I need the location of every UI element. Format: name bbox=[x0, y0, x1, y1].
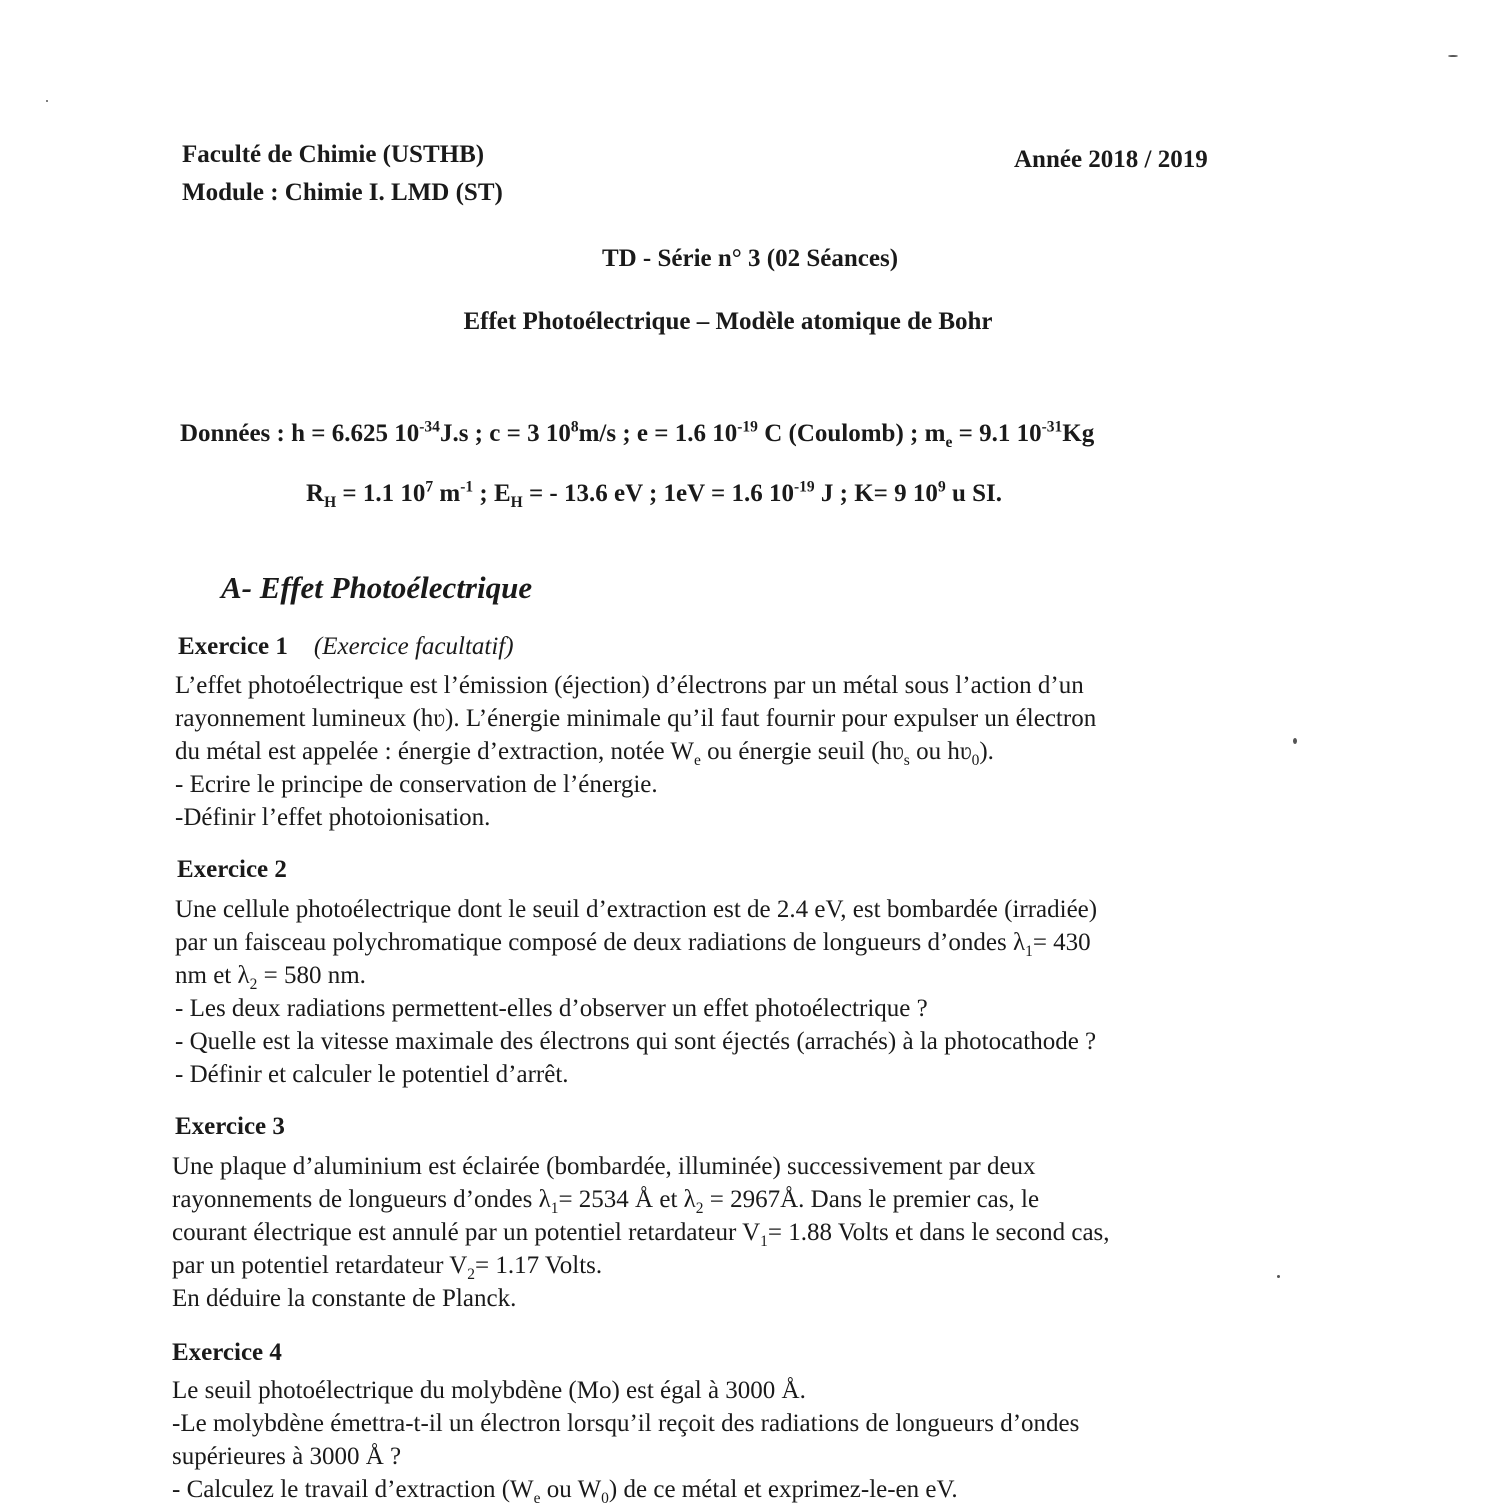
exercise-4-question: -Le molybdène émettra-t-il un électron lorsqu’il reçoit des radiations de longueurs d’ondes bbox=[172, 1410, 1080, 1437]
text-run: ) de ce métal et exprimez-le-en eV. bbox=[608, 1476, 958, 1503]
electron-mass: = 9.1 10 bbox=[952, 420, 1042, 447]
hydrogen-energy-value: = - 13.6 eV ; 1eV = 1.6 10 bbox=[522, 480, 794, 507]
subscript: e bbox=[945, 434, 953, 451]
exercise-4-text bbox=[172, 1374, 1079, 1506]
exercise-3-title: Exercice 3 bbox=[175, 1113, 285, 1140]
exercise-2-text bbox=[175, 893, 1097, 1091]
elementary-charge: m/s ; e = 1.6 10 bbox=[578, 420, 738, 447]
speed-of-light: J.s ; c = 3 10 bbox=[439, 420, 571, 447]
subscript: H bbox=[324, 494, 337, 511]
text-run: = 580 nm. bbox=[257, 962, 366, 989]
subscript: 2 bbox=[695, 1200, 704, 1217]
exercise-3-line bbox=[172, 1216, 1110, 1249]
exercise-3-question: En déduire la constante de Planck. bbox=[172, 1285, 517, 1312]
exercise-1-title bbox=[178, 633, 514, 661]
subscript: 2 bbox=[249, 976, 258, 993]
subscript: e bbox=[694, 752, 701, 769]
text-run: = 1.88 Volts et dans le second cas, bbox=[767, 1219, 1110, 1246]
exercise-1-line: rayonnement lumineux (hʋ). L’énergie minimale qu’il faut fournir pour expulser un électron bbox=[175, 705, 1097, 732]
subscript: 1 bbox=[550, 1200, 559, 1217]
exercise-2-line: Une cellule photoélectrique dont le seuil d’extraction est de 2.4 eV, est bombardée (irradiée) bbox=[175, 896, 1098, 923]
scan-speck bbox=[1448, 55, 1458, 57]
scan-speck bbox=[1293, 738, 1297, 744]
text-run: par un faisceau polychromatique composé de deux radiations de longueurs d’ondes λ bbox=[175, 929, 1026, 956]
subscript: 0 bbox=[601, 1490, 609, 1507]
text-run: ou énergie seuil (hʋ bbox=[700, 738, 904, 765]
text-run: = 2534 Å et λ bbox=[558, 1186, 696, 1213]
academic-year: Année 2018 / 2019 bbox=[1014, 146, 1208, 173]
planck-constant: h = 6.625 10 bbox=[291, 420, 420, 447]
exercise-4-title: Exercice 4 bbox=[172, 1339, 282, 1366]
exercise-1-line: L’effet photoélectrique est l’émission (éjection) d’électrons par un métal sous l’action d’un bbox=[175, 672, 1084, 699]
text-run: rayonnements de longueurs d’ondes λ bbox=[172, 1186, 551, 1213]
exercise-3-line bbox=[172, 1183, 1110, 1216]
text-run: ). bbox=[979, 738, 994, 765]
exponent: -31 bbox=[1041, 418, 1063, 436]
data-label: Données : bbox=[180, 420, 285, 447]
exercise-3-line: Une plaque d’aluminium est éclairée (bombardée, illuminée) successivement par deux bbox=[172, 1153, 1036, 1180]
exercise-3-text bbox=[172, 1150, 1110, 1315]
text-run: = 2967Å. Dans le premier cas, le bbox=[703, 1186, 1040, 1213]
exponent: 9 bbox=[937, 478, 946, 496]
subscript: H bbox=[510, 494, 523, 511]
rydberg-value: = 1.1 10 bbox=[336, 480, 426, 507]
text-run: ou W bbox=[540, 1476, 602, 1503]
exponent: 8 bbox=[570, 418, 579, 436]
exercise-2-question: - Définir et calculer le potentiel d’arrêt. bbox=[175, 1061, 569, 1088]
exercise-4-line: Le seuil photoélectrique du molybdène (Mo) est égal à 3000 Å. bbox=[172, 1377, 806, 1404]
faculty-name: Faculté de Chimie (USTHB) bbox=[182, 141, 485, 168]
text-run: nm et λ bbox=[175, 962, 250, 989]
exponent: -19 bbox=[737, 418, 758, 436]
text-run: = 1.17 Volts. bbox=[475, 1252, 603, 1279]
exercise-2-question: - Quelle est la vitesse maximale des électrons qui sont éjectés (arrachés) à la photocathode ? bbox=[175, 1028, 1097, 1055]
subscript: e bbox=[533, 1490, 541, 1507]
subscript: 1 bbox=[1025, 943, 1033, 960]
exercise-2-line bbox=[175, 959, 1097, 992]
text-run: courant électrique est annulé par un potentiel retardateur V bbox=[172, 1219, 761, 1246]
scan-speck bbox=[46, 100, 48, 102]
subscript: s bbox=[903, 752, 910, 769]
coulomb-unit: u SI. bbox=[945, 480, 1002, 507]
text-run: = 430 bbox=[1032, 929, 1091, 956]
exponent: -34 bbox=[419, 418, 440, 436]
exponent: -1 bbox=[460, 478, 474, 496]
exercise-1-note: (Exercice facultatif) bbox=[313, 633, 514, 660]
exercise-1-question: - Ecrire le principe de conservation de l’énergie. bbox=[175, 771, 658, 798]
text-run: par un potentiel retardateur V bbox=[172, 1252, 468, 1279]
exponent: 7 bbox=[425, 478, 434, 496]
series-title: TD - Série n° 3 (02 Séances) bbox=[601, 245, 899, 272]
text-run: ou hʋ bbox=[909, 738, 972, 765]
data-constants-line-2 bbox=[306, 478, 1002, 511]
exercise-3-line bbox=[172, 1249, 1110, 1282]
data-constants-line-1 bbox=[180, 418, 1095, 451]
rydberg-unit: m bbox=[433, 480, 461, 507]
hydrogen-energy-symbol: ; E bbox=[473, 480, 511, 507]
scan-speck bbox=[1277, 1275, 1280, 1278]
subscript: 0 bbox=[971, 752, 980, 769]
exercise-1-line bbox=[175, 735, 1096, 768]
coulomb-constant: J ; K= 9 10 bbox=[814, 480, 938, 507]
exercise-1-question: -Définir l’effet photoionisation. bbox=[175, 804, 491, 831]
subscript: 2 bbox=[467, 1266, 476, 1283]
charge-unit: C (Coulomb) ; m bbox=[757, 420, 946, 447]
exercise-1-text bbox=[175, 669, 1096, 834]
section-a-title: A- Effet Photoélectrique bbox=[221, 570, 533, 605]
mass-unit: Kg bbox=[1062, 420, 1095, 447]
subscript: 1 bbox=[760, 1233, 768, 1250]
exponent: -19 bbox=[793, 478, 815, 496]
text-run: - Calculez le travail d’extraction (W bbox=[172, 1476, 534, 1503]
rydberg-symbol: R bbox=[306, 480, 325, 507]
subject-title: Effet Photoélectrique – Modèle atomique de Bohr bbox=[463, 308, 993, 335]
module-name: Module : Chimie I. LMD (ST) bbox=[182, 179, 503, 206]
exercise-4-line: supérieures à 3000 Å ? bbox=[172, 1443, 402, 1470]
exercise-2-line bbox=[175, 926, 1097, 959]
exercise-2-title: Exercice 2 bbox=[177, 856, 287, 883]
exercise-1-label: Exercice 1 bbox=[178, 633, 288, 660]
text-run: du métal est appelée : énergie d’extraction, notée W bbox=[175, 738, 694, 765]
exercise-2-question: - Les deux radiations permettent-elles d’observer un effet photoélectrique ? bbox=[175, 995, 928, 1022]
exercise-4-question bbox=[172, 1473, 1079, 1506]
